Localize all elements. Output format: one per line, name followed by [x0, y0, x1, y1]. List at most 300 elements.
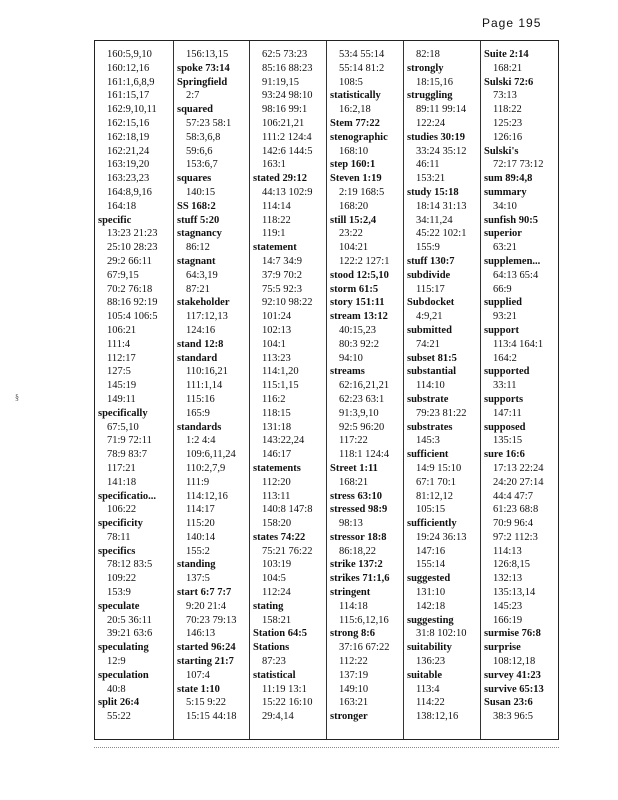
- index-term: supported: [484, 366, 530, 378]
- index-page-reference: 160:5,9,10: [107, 49, 152, 60]
- index-frame: [94, 40, 559, 740]
- index-page-reference: 166:19: [493, 614, 523, 626]
- index-term: stagnancy: [177, 228, 222, 240]
- index-page-reference: 38:3 96:5: [493, 711, 533, 723]
- index-term: SS 168:2: [177, 200, 216, 212]
- index-page-reference: 161:1,6,8,9: [107, 76, 155, 88]
- index-page-reference: 153:21: [416, 173, 446, 185]
- index-page-reference: 112:17: [107, 352, 136, 364]
- index-column-4: [326, 41, 403, 739]
- index-page-reference: 140:8 147:8: [262, 504, 313, 516]
- index-column-3: [249, 41, 326, 739]
- index-page-reference: 34:10: [493, 200, 517, 212]
- index-page-reference: 113:23: [262, 352, 291, 364]
- index-page-reference: 142:6 144:5: [262, 145, 313, 157]
- index-term: storm 61:5: [330, 283, 379, 295]
- index-term: substantial: [407, 366, 457, 378]
- index-page-reference: 78:11: [107, 531, 131, 543]
- index-term: stringent: [330, 587, 371, 599]
- index-page-reference: 115:16: [186, 393, 215, 405]
- index-term: Springfield: [177, 76, 228, 88]
- index-page-reference: 135:13,14: [493, 587, 536, 599]
- index-term: struggling: [407, 90, 453, 102]
- index-page-reference: 146:17: [262, 449, 292, 461]
- index-page-reference: 104:1: [262, 338, 286, 350]
- index-term: states 74:22: [253, 531, 306, 543]
- index-page-reference: 25:10 28:23: [107, 242, 158, 254]
- index-term: standards: [177, 421, 222, 433]
- index-page-reference: 149:11: [107, 393, 136, 405]
- index-term: standard: [177, 352, 218, 364]
- index-page-reference: 70:9 96:4: [493, 518, 533, 530]
- index-page-reference: 141:18: [107, 476, 137, 488]
- index-page-reference: 34:11,24: [416, 214, 453, 226]
- index-page-reference: 109:22: [107, 573, 137, 585]
- index-page-reference: 58:3,6,8: [186, 131, 221, 143]
- index-term: study 15:18: [407, 186, 459, 198]
- index-page-reference: 62:16,21,21: [339, 380, 390, 392]
- index-term: substrate: [407, 393, 449, 405]
- index-term: substrates: [407, 421, 453, 433]
- index-term: streams: [330, 366, 365, 378]
- index-page-reference: 137:19: [339, 669, 369, 681]
- index-term: stated 29:12: [253, 173, 307, 185]
- index-page-reference: 122:24: [416, 117, 446, 129]
- index-term: sum 89:4,8: [484, 173, 533, 185]
- index-page-reference: 46:11: [416, 159, 440, 171]
- index-page-reference: 161:15,17: [107, 90, 150, 102]
- index-term: surprise: [484, 642, 521, 654]
- index-page-reference: 145:3: [416, 435, 440, 447]
- index-term: started 96:24: [177, 642, 236, 654]
- index-page-reference: 145:23: [493, 600, 523, 612]
- index-page-reference: 164:8,9,16: [107, 186, 152, 198]
- index-term: stuff 130:7: [407, 255, 455, 267]
- index-page-reference: 33:24 35:12: [416, 145, 467, 157]
- index-term: Sulski's: [484, 145, 519, 157]
- index-page-reference: 114:1,20: [262, 366, 299, 378]
- index-page-reference: 145:19: [107, 380, 137, 392]
- index-page-reference: 14:9 15:10: [416, 462, 462, 474]
- index-page-reference: 102:13: [262, 324, 292, 336]
- index-term: suitability: [407, 642, 452, 654]
- index-term: survey 41:23: [484, 669, 541, 681]
- index-page-reference: 37:16 67:22: [339, 642, 390, 654]
- index-term: starting 21:7: [177, 656, 234, 668]
- index-page-reference: 44:13 102:9: [262, 186, 313, 198]
- index-term: strikes 71:1,6: [330, 573, 390, 585]
- index-term: sunfish 90:5: [484, 214, 538, 226]
- index-term: summary: [484, 186, 527, 198]
- index-page-reference: 15:15 44:18: [186, 711, 237, 723]
- index-page-reference: 111:2 124:4: [262, 131, 312, 143]
- index-term: supplied: [484, 297, 522, 309]
- index-term: spoke 73:14: [177, 62, 230, 74]
- index-page-reference: 66:9: [493, 283, 512, 295]
- index-term: standing: [177, 559, 216, 571]
- index-page-reference: 91:19,15: [262, 76, 300, 88]
- index-page-reference: 2:7: [186, 90, 200, 102]
- index-page-reference: 163:19,20: [107, 159, 150, 171]
- index-page-reference: 131:10: [416, 587, 446, 599]
- index-page-reference: 114:14: [262, 200, 291, 212]
- index-page-reference: 115:6,12,16: [339, 614, 389, 626]
- index-page-reference: 87:23: [262, 656, 286, 668]
- index-page-reference: 14:7 34:9: [262, 255, 302, 267]
- index-page-reference: 71:9 72:11: [107, 435, 152, 447]
- index-page-reference: 116:2: [262, 393, 286, 405]
- index-page-reference: 75:21 76:22: [262, 545, 313, 557]
- index-term: stood 12:5,10: [330, 269, 389, 281]
- index-page-reference: 91:3,9,10: [339, 407, 379, 419]
- index-page-reference: 168:21: [339, 476, 369, 488]
- index-page-reference: 162:18,19: [107, 131, 150, 143]
- index-term: specific: [98, 214, 132, 226]
- index-page-reference: 17:13 22:24: [493, 462, 544, 474]
- index-page-reference: 140:15: [186, 186, 216, 198]
- index-page-reference: 33:11: [493, 380, 517, 392]
- index-page-reference: 64:3,19: [186, 269, 218, 281]
- index-page-reference: 142:18: [416, 600, 446, 612]
- index-page-reference: 115:17: [416, 283, 445, 295]
- index-term: supposed: [484, 421, 526, 433]
- index-page-reference: 53:4 55:14: [339, 49, 385, 60]
- index-page-reference: 23:22: [339, 228, 363, 240]
- index-page-reference: 118:1 124:4: [339, 449, 390, 461]
- index-page-reference: 11:19 13:1: [262, 683, 307, 695]
- index-term: stronger: [330, 711, 368, 723]
- index-column-1: [95, 41, 173, 739]
- index-page-reference: 125:23: [493, 117, 523, 129]
- index-page-reference: 105:15: [416, 504, 446, 516]
- index-page-reference: 61:23 68:8: [493, 504, 539, 516]
- index-page-reference: 55:22: [107, 711, 131, 723]
- index-term: statement: [253, 242, 297, 254]
- index-page-reference: 110:2,7,9: [186, 462, 226, 474]
- index-term: specificatio...: [98, 490, 157, 502]
- index-page-reference: 111:1,14: [186, 380, 223, 392]
- index-page-reference: 88:16 92:19: [107, 297, 158, 309]
- index-page-reference: 110:16,21: [186, 366, 228, 378]
- index-page-reference: 82:18: [416, 49, 440, 60]
- index-page-reference: 103:19: [262, 559, 292, 571]
- index-term: state 1:10: [177, 683, 220, 695]
- index-page-reference: 93:24 98:10: [262, 90, 313, 102]
- index-page-reference: 115:1,15: [262, 380, 299, 392]
- index-page-reference: 5:15 9:22: [186, 697, 226, 709]
- index-page-reference: 135:15: [493, 435, 523, 447]
- index-term: suggested: [407, 573, 451, 585]
- index-page-reference: 136:23: [416, 656, 446, 668]
- index-term: squares: [177, 173, 212, 185]
- index-page-reference: 79:23 81:22: [416, 407, 467, 419]
- index-term: strongly: [407, 62, 444, 74]
- index-page-reference: 24:20 27:14: [493, 476, 544, 488]
- index-page-reference: 168:21: [493, 62, 523, 74]
- index-page-reference: 70:23 79:13: [186, 614, 237, 626]
- index-term: subdivide: [407, 269, 451, 281]
- index-term: specificity: [98, 518, 143, 530]
- index-page-reference: 15:22 16:10: [262, 697, 313, 709]
- index-term: story 151:11: [330, 297, 385, 309]
- index-page-reference: 114:22: [416, 697, 445, 709]
- index-term: Susan 23:6: [484, 697, 533, 709]
- index-term: split 26:4: [98, 697, 140, 709]
- index-column-2: [173, 41, 249, 739]
- index-page-reference: 9:20 21:4: [186, 600, 226, 612]
- index-page-reference: 119:1: [262, 228, 286, 240]
- index-term: sufficiently: [407, 518, 457, 530]
- index-page-reference: 118:15: [262, 407, 291, 419]
- index-page-reference: 126:8,15: [493, 559, 531, 571]
- index-page-reference: 78:12 83:5: [107, 559, 153, 571]
- index-page-reference: 75:5 92:3: [262, 283, 302, 295]
- index-term: Steven 1:19: [330, 173, 382, 185]
- index-page-reference: 85:16 88:23: [262, 62, 313, 74]
- index-page-reference: 101:24: [262, 311, 292, 323]
- index-page-reference: 106:21,21: [262, 117, 305, 129]
- index-page-reference: 155:9: [416, 242, 440, 254]
- bottom-rule: [94, 747, 559, 748]
- index-page-reference: 55:14 81:2: [339, 62, 385, 74]
- index-page-reference: 45:22 102:1: [416, 228, 467, 240]
- index-term: statistically: [330, 90, 381, 102]
- index-page-reference: 158:21: [262, 614, 292, 626]
- index-page-reference: 104:21: [339, 242, 369, 254]
- index-page-reference: 57:23 58:1: [186, 117, 232, 129]
- index-page-reference: 20:5 36:11: [107, 614, 152, 626]
- index-page-reference: 147:11: [493, 407, 522, 419]
- index-page-reference: 108:12,18: [493, 656, 536, 668]
- index-page-reference: 29:4,14: [262, 711, 294, 723]
- index-page-reference: 109:6,11,24: [186, 449, 236, 461]
- index-page-reference: 86:18,22: [339, 545, 377, 557]
- index-term: speculating: [98, 642, 149, 654]
- index-term: Suite 2:14: [484, 49, 529, 60]
- index-term: stressor 18:8: [330, 531, 387, 543]
- index-page-reference: 67:1 70:1: [416, 476, 456, 488]
- index-page-reference: 86:12: [186, 242, 210, 254]
- index-page-reference: 114:17: [186, 504, 215, 516]
- index-page-reference: 140:14: [186, 531, 216, 543]
- index-page-reference: 162:21,24: [107, 145, 150, 157]
- index-term: sufficient: [407, 449, 449, 461]
- index-page-reference: 118:22: [262, 214, 291, 226]
- index-page-reference: 19:24 36:13: [416, 531, 467, 543]
- index-term: subset 81:5: [407, 352, 457, 364]
- index-page-reference: 37:9 70:2: [262, 269, 302, 281]
- index-page-reference: 89:11 99:14: [416, 104, 467, 116]
- index-page-reference: 59:6,6: [186, 145, 213, 157]
- index-page-reference: 72:17 73:12: [493, 159, 544, 171]
- index-term: statements: [253, 462, 301, 474]
- index-term: Street 1:11: [330, 462, 378, 474]
- index-term: survive 65:13: [484, 683, 544, 695]
- index-page-reference: 114:13: [493, 545, 522, 557]
- index-page-reference: 143:22,24: [262, 435, 305, 447]
- index-page-reference: 137:5: [186, 573, 210, 585]
- index-page-reference: 155:2: [186, 545, 210, 557]
- index-page-reference: 165:9: [186, 407, 210, 419]
- index-page-reference: 18:14 31:13: [416, 200, 467, 212]
- index-term: squared: [177, 104, 213, 116]
- index-term: stress 63:10: [330, 490, 383, 502]
- index-term: strike 137:2: [330, 559, 383, 571]
- index-term: sure 16:6: [484, 449, 525, 461]
- index-term: submitted: [407, 324, 452, 336]
- index-page-reference: 80:3 92:2: [339, 338, 379, 350]
- index-page-reference: 124:16: [186, 324, 216, 336]
- index-page-reference: 13:23 21:23: [107, 228, 158, 240]
- index-page-reference: 127:5: [107, 366, 131, 378]
- index-term: stagnant: [177, 255, 216, 267]
- index-page-reference: 147:16: [416, 545, 446, 557]
- index-page-reference: 1:2 4:4: [186, 435, 216, 447]
- index-term: stream 13:12: [330, 311, 388, 323]
- index-page-reference: 78:9 83:7: [107, 449, 147, 461]
- index-page-reference: 156:13,15: [186, 49, 229, 60]
- index-term: start 6:7 7:7: [177, 587, 232, 599]
- index-term: speculation: [98, 669, 149, 681]
- index-page-reference: 131:18: [262, 421, 292, 433]
- index-page-reference: 138:12,16: [416, 711, 459, 723]
- index-term: Stations: [253, 642, 290, 654]
- index-page-reference: 122:2 127:1: [339, 255, 390, 267]
- index-page-reference: 114:12,16: [186, 490, 228, 502]
- index-page-reference: 31:8 102:10: [416, 628, 467, 640]
- index-page-reference: 106:21: [107, 324, 137, 336]
- index-term: specifically: [98, 407, 148, 419]
- index-page-reference: 117:22: [339, 435, 368, 447]
- index-page-reference: 67:9,15: [107, 269, 139, 281]
- index-page-reference: 39:21 63:6: [107, 628, 153, 640]
- index-page-reference: 112:24: [262, 587, 291, 599]
- index-page-reference: 108:5: [339, 76, 363, 88]
- index-page-reference: 62:5 73:23: [262, 49, 308, 60]
- index-page-reference: 113:11: [262, 490, 291, 502]
- index-page-reference: 93:21: [493, 311, 517, 323]
- index-page-reference: 63:21: [493, 242, 517, 254]
- index-term: stakeholder: [177, 297, 230, 309]
- index-page-reference: 114:10: [416, 380, 445, 392]
- index-page-reference: 118:22: [493, 104, 522, 116]
- index-term: still 15:2,4: [330, 214, 377, 226]
- index-page-reference: 107:4: [186, 669, 210, 681]
- index-page-reference: 162:15,16: [107, 117, 150, 129]
- index-page-reference: 113:4 164:1: [493, 338, 544, 350]
- index-term: superior: [484, 228, 522, 240]
- index-page-reference: 16:2,18: [339, 104, 371, 116]
- index-term: strong 8:6: [330, 628, 376, 640]
- index-column-5: [403, 41, 480, 739]
- index-page-reference: 92:10 98:22: [262, 297, 313, 309]
- index-term: stenographic: [330, 131, 388, 143]
- index-page-reference: 40:8: [107, 683, 126, 695]
- index-page-reference: 67:5,10: [107, 421, 139, 433]
- index-page-reference: 153:9: [107, 587, 131, 599]
- index-page-reference: 162:9,10,11: [107, 104, 157, 116]
- index-term: stand 12:8: [177, 338, 224, 350]
- index-term: supplemen...: [484, 255, 541, 267]
- index-page-reference: 126:16: [493, 131, 523, 143]
- index-term: Subdocket: [407, 297, 455, 309]
- index-page-reference: 132:13: [493, 573, 523, 585]
- index-page-reference: 62:23 63:1: [339, 393, 385, 405]
- index-page-reference: 153:6,7: [186, 159, 218, 171]
- index-page-reference: 92:5 96:20: [339, 421, 385, 433]
- index-page-reference: 163:21: [339, 697, 369, 709]
- index-term: suitable: [407, 669, 443, 681]
- index-page-reference: 81:12,12: [416, 490, 454, 502]
- index-term: stating: [253, 600, 284, 612]
- index-term: specifics: [98, 545, 136, 557]
- index-term: step 160:1: [330, 159, 376, 171]
- index-page-reference: 44:4 47:7: [493, 490, 533, 502]
- index-page-reference: 111:4: [107, 338, 131, 350]
- index-page-reference: 74:21: [416, 338, 440, 350]
- index-term: suggesting: [407, 614, 454, 626]
- index-term: Stem 77:22: [330, 117, 380, 129]
- index-page-reference: 2:19 168:5: [339, 186, 385, 198]
- index-page-reference: 97:2 112:3: [493, 531, 538, 543]
- index-page-reference: 112:22: [339, 656, 368, 668]
- index-page-reference: 104:5: [262, 573, 286, 585]
- index-page-reference: 149:10: [339, 683, 369, 695]
- index-term: supports: [484, 393, 524, 405]
- index-page-reference: 113:4: [416, 683, 440, 695]
- index-page-reference: 117:12,13: [186, 311, 228, 323]
- index-page-reference: 29:2 66:11: [107, 255, 152, 267]
- index-page-reference: 117:21: [107, 462, 136, 474]
- index-page-reference: 164:2: [493, 352, 517, 364]
- index-page-reference: 111:9: [186, 476, 210, 488]
- index-page-reference: 168:10: [339, 145, 369, 157]
- index-page-reference: 168:20: [339, 200, 369, 212]
- index-page-reference: 64:13 65:4: [493, 269, 539, 281]
- index-term: stressed 98:9: [330, 504, 388, 516]
- index-page-reference: 12:9: [107, 656, 126, 668]
- index-page-reference: 164:18: [107, 200, 137, 212]
- index-term: Sulski 72:6: [484, 76, 534, 88]
- index-term: Station 64:5: [253, 628, 307, 640]
- index-page-reference: 160:12,16: [107, 62, 150, 74]
- index-page-reference: 163:23,23: [107, 173, 150, 185]
- index-page-reference: 4:9,21: [416, 311, 443, 323]
- index-page-reference: 94:10: [339, 352, 363, 364]
- index-page-reference: 112:20: [262, 476, 291, 488]
- index-term: support: [484, 324, 520, 336]
- index-page-reference: 73:13: [493, 90, 517, 102]
- index-page-reference: 98:13: [339, 518, 363, 530]
- index-term: statistical: [253, 669, 296, 681]
- index-column-6: [480, 41, 558, 739]
- index-term: surmise 76:8: [484, 628, 541, 640]
- index-page-reference: 155:14: [416, 559, 446, 571]
- margin-mark: §: [15, 393, 19, 402]
- index-page-reference: 114:18: [339, 600, 368, 612]
- index-term: studies 30:19: [407, 131, 466, 143]
- index-page-reference: 115:20: [186, 518, 215, 530]
- index-page-reference: 87:21: [186, 283, 210, 295]
- page-number: Page 195: [482, 16, 542, 30]
- index-page-reference: 106:22: [107, 504, 137, 516]
- index-term: stuff 5:20: [177, 214, 220, 226]
- index-page-reference: 163:1: [262, 159, 286, 171]
- index-page-reference: 158:20: [262, 518, 292, 530]
- index-page-reference: 146:13: [186, 628, 216, 640]
- index-term: speculate: [98, 600, 140, 612]
- index-page-reference: 18:15,16: [416, 76, 454, 88]
